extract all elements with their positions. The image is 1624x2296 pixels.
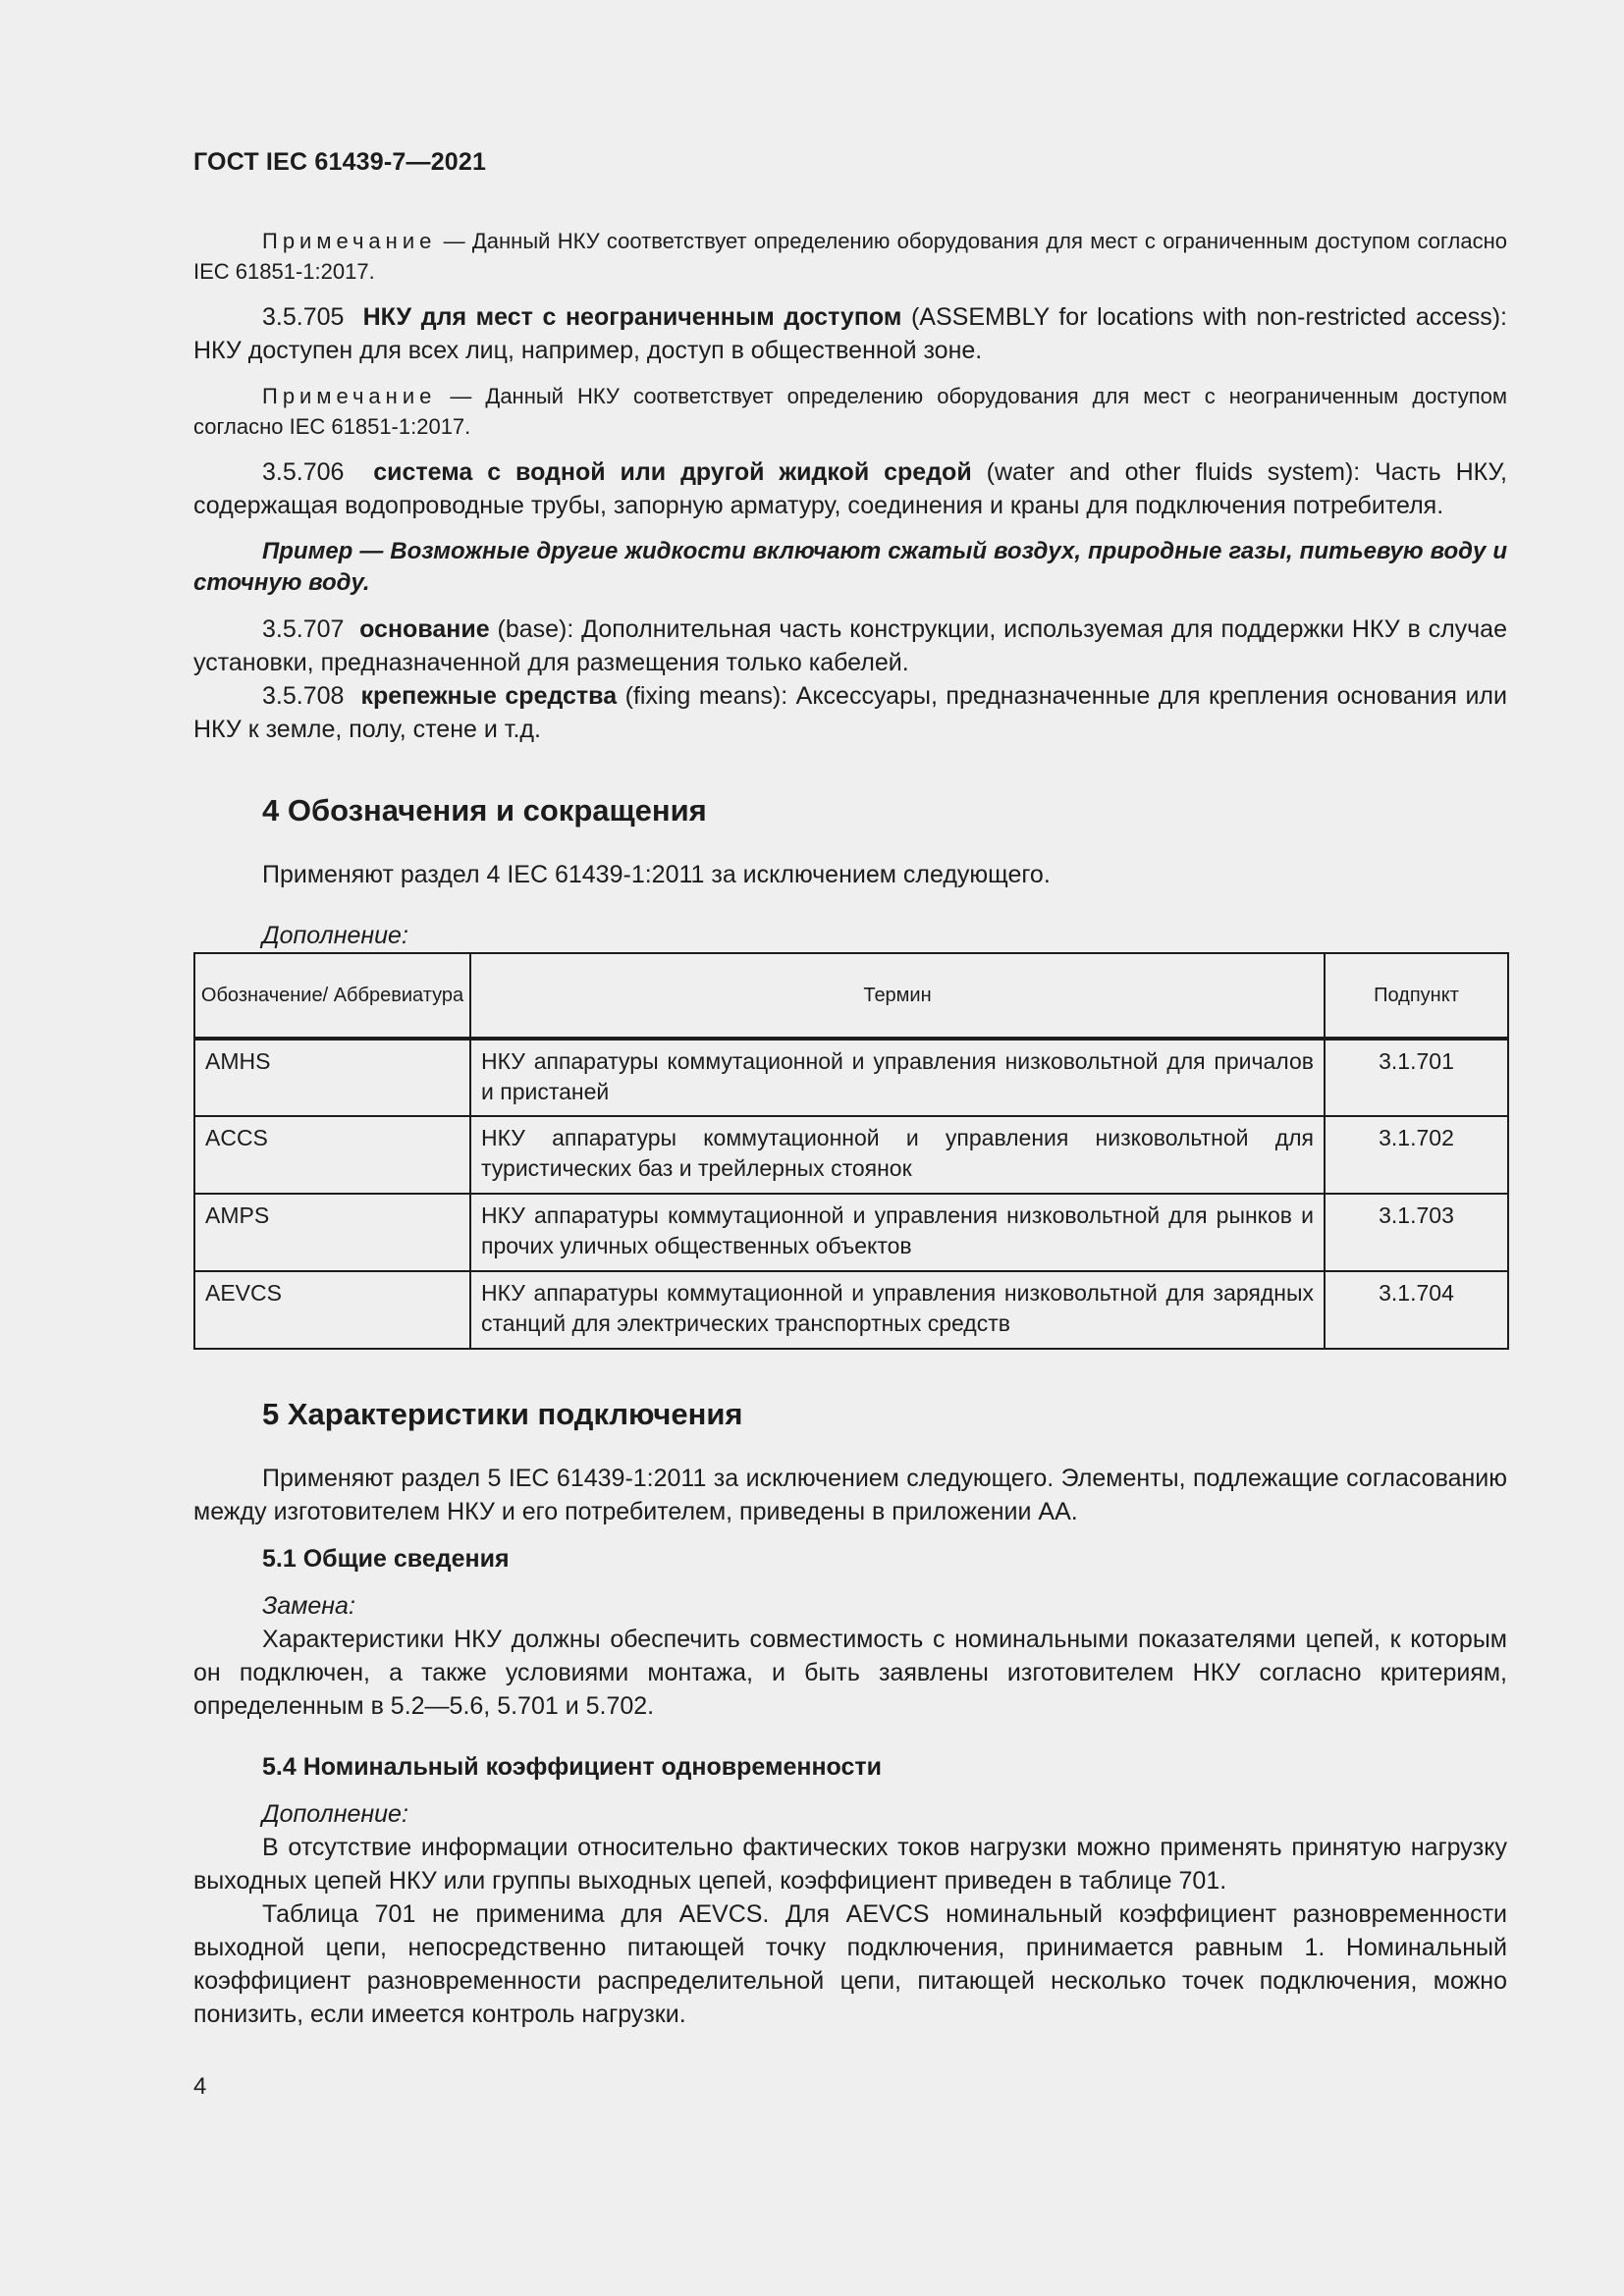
section-5-4-title: 5.4 Номинальный коэффициент одновременности bbox=[262, 1753, 883, 1781]
document-header: ГОСТ IEC 61439-7—2021 bbox=[193, 148, 487, 176]
section-5-intro: Применяют раздел 5 IEC 61439-1:2011 за исключением следующего. Элементы, подлежащие согласованию между изготовителем НКУ и его потребителем, приведены в приложении АА. bbox=[193, 1465, 1507, 1525]
abbreviations-table bbox=[193, 952, 1509, 1350]
definition-term: НКУ для мест с неограниченным доступом bbox=[362, 303, 902, 331]
cell-abbr: AMPS bbox=[194, 1194, 470, 1271]
section-5-title: 5 Характеристики подключения bbox=[262, 1397, 743, 1431]
definition-term: основание bbox=[359, 615, 490, 643]
table-row bbox=[194, 1039, 1508, 1116]
section-4-title: 4 Обозначения и сокращения bbox=[262, 793, 707, 828]
definition-term: система с водной или другой жидкой средой bbox=[373, 458, 972, 486]
table-row bbox=[194, 1116, 1508, 1194]
supplement-label: Дополнение: bbox=[262, 922, 408, 949]
cell-ref: 3.1.703 bbox=[1325, 1194, 1508, 1271]
cell-abbr: AMHS bbox=[194, 1039, 470, 1116]
header-ref: Подпункт bbox=[1325, 953, 1508, 1039]
section-5-1-title: 5.1 Общие сведения bbox=[262, 1545, 510, 1573]
page-number: 4 bbox=[193, 2073, 207, 2100]
section-5-4-p1: В отсутствие информации относительно фактических токов нагрузки можно применять принятую нагрузку выходных цепей НКУ или группы выходных цепей, коэффициент приведен в таблице 701. bbox=[193, 1834, 1507, 1895]
cell-term: НКУ аппаратуры коммутационной и управления низковольтной для причалов и пристаней bbox=[470, 1039, 1325, 1116]
section-5-1-text: Характеристики НКУ должны обеспечить совместимость с номинальными показателями цепей, к которым он подключен, а также условиями монтажа, и быть заявлены изготовителем НКУ согласно критериям, определенным в 5.2—5.6, 5.701 и 5.702. bbox=[193, 1626, 1507, 1720]
note-restricted: Примечание — Данный НКУ соответствует определению оборудования для мест с ограниченным доступом согласно IEC 61851-1:2017. bbox=[193, 229, 1507, 284]
header-term: Термин bbox=[470, 953, 1325, 1039]
cell-term: НКУ аппаратуры коммутационной и управления низковольтной для зарядных станций для электрических транспортных средств bbox=[470, 1271, 1325, 1349]
cell-abbr: AEVCS bbox=[194, 1271, 470, 1349]
note-non-restricted: Примечание — Данный НКУ соответствует определению оборудования для мест с неограниченным доступом согласно IEC 61851-1:2017. bbox=[193, 384, 1507, 439]
table-header-row bbox=[194, 953, 1508, 1039]
definition-3-5-706: 3.5.706 система с водной или другой жидкой средой (water and other fluids system): Часть НКУ, содержащая водопроводные трубы, запорную арматуру, соединения и краны для подключения потребителя. bbox=[193, 458, 1507, 519]
cell-ref: 3.1.702 bbox=[1325, 1116, 1508, 1194]
cell-term: НКУ аппаратуры коммутационной и управления низковольтной для туристических баз и трейлерных стоянок bbox=[470, 1116, 1325, 1194]
cell-ref: 3.1.701 bbox=[1325, 1039, 1508, 1116]
definition-3-5-708: 3.5.708 крепежные средства (fixing means): Аксессуары, предназначенные для крепления основания или НКУ к земле, полу, стене и т.д. bbox=[193, 682, 1507, 743]
table-row bbox=[194, 1271, 1508, 1349]
definition-term: крепежные средства bbox=[360, 682, 618, 710]
cell-abbr: ACCS bbox=[194, 1116, 470, 1194]
section-5-4-p2: Таблица 701 не применима для AEVCS. Для AEVCS номинальный коэффициент разновременности выходной цепи, непосредственно питающей точку подключения, принимается равным 1. Номинальный коэффициент разновременности распределительной цепи, питающей несколько точек подключения, можно понизить, если имеется контроль нагрузки. bbox=[193, 1900, 1507, 2028]
cell-ref: 3.1.704 bbox=[1325, 1271, 1508, 1349]
example-fluids: Пример — Возможные другие жидкости включают сжатый воздух, природные газы, питьевую воду и сточную воду. bbox=[193, 538, 1507, 596]
definition-3-5-707: 3.5.707 основание (base): Дополнительная часть конструкции, используемая для поддержки НКУ в случае установки, предназначенной для размещения только кабелей. bbox=[193, 615, 1507, 676]
supplement-label: Дополнение: bbox=[262, 1800, 408, 1828]
note-label: Примечание bbox=[262, 229, 437, 253]
note-label: Примечание bbox=[262, 384, 437, 408]
header-abbr: Обозначение/ Аббревиатура bbox=[194, 953, 470, 1039]
document-page bbox=[193, 145, 1507, 2031]
section-4-intro: Применяют раздел 4 IEC 61439-1:2011 за исключением следующего. bbox=[262, 861, 1051, 888]
replacement-label: Замена: bbox=[262, 1592, 355, 1620]
table-row bbox=[194, 1194, 1508, 1271]
definition-3-5-705: 3.5.705 НКУ для мест с неограниченным доступом (ASSEMBLY for locations with non-restricted access): НКУ доступен для всех лиц, например, доступ в общественной зоне. bbox=[193, 303, 1507, 364]
cell-term: НКУ аппаратуры коммутационной и управления низковольтной для рынков и прочих уличных общественных объектов bbox=[470, 1194, 1325, 1271]
